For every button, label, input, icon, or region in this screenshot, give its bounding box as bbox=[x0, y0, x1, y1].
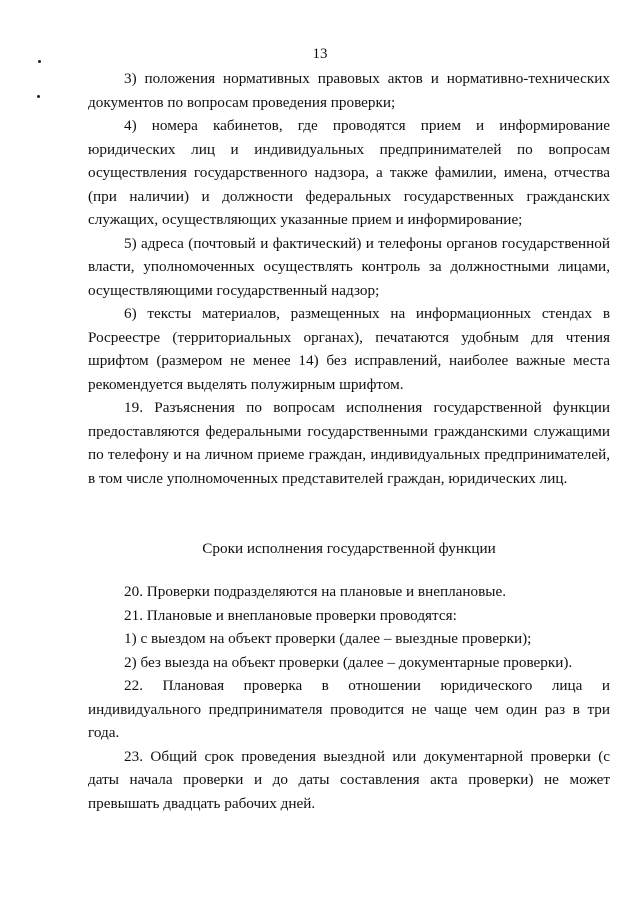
paragraph-clause-23: 23. Общий срок проведения выездной или документарной проверки (с даты начала проверки и до даты составления акта проверки) не может превышать двадцать рабочих дней. bbox=[88, 747, 610, 812]
body-block-2 bbox=[88, 580, 610, 815]
paragraph-clause-20: 20. Проверки подразделяются на плановые и внеплановые. bbox=[124, 583, 507, 600]
paragraph-item-6: 6) тексты материалов, размещенных на информационных стендах в Росреестре (территориальных органах), печатаются удобным для чтения шрифтом (размером не менее 14) без исправлений, наиболее важные места рекомендуется выделять полужирным шрифтом. bbox=[88, 305, 610, 393]
paragraph-subitem-1: 1) с выездом на объект проверки (далее – выездные проверки); bbox=[124, 630, 532, 647]
paragraph-item-4: 4) номера кабинетов, где проводятся прием и информирование юридических лиц и индивидуальных предпринимателей по вопросам осуществления государственного надзора, а также фамилии, имена, отчества (при наличии) и должности федеральных государственных гражданских служащих, осуществляющих указанные прием и информирование; bbox=[88, 117, 610, 228]
section-heading: Сроки исполнения государственной функции bbox=[202, 540, 496, 557]
scan-speck bbox=[37, 95, 40, 98]
paragraph-item-5: 5) адреса (почтовый и фактический) и телефоны органов государственной власти, уполномоченных осуществлять контроль за должностными лицами, осуществляющими государственный надзор; bbox=[88, 234, 610, 299]
paragraph-clause-22: 22. Плановая проверка в отношении юридического лица и индивидуального предпринимателя проводится не чаще чем один раз в три года. bbox=[88, 677, 610, 741]
paragraph-clause-19: 19. Разъяснения по вопросам исполнения государственной функции предоставляются федеральными государственными гражданскими служащими по телефону и на личном приеме граждан, индивидуальных предпринимателей, в том числе уполномоченных представителей граждан, юридических лиц. bbox=[88, 399, 610, 487]
paragraph-subitem-2: 2) без выезда на объект проверки (далее – документарные проверки). bbox=[124, 653, 573, 671]
page-number: 13 bbox=[312, 46, 328, 62]
paragraph-item-3: 3) положения нормативных правовых актов и нормативно-технических документов по вопросам проведения проверки; bbox=[88, 70, 610, 111]
paragraph-clause-21: 21. Плановые и внеплановые проверки проводятся: bbox=[124, 606, 457, 624]
body-block-1 bbox=[88, 67, 610, 490]
